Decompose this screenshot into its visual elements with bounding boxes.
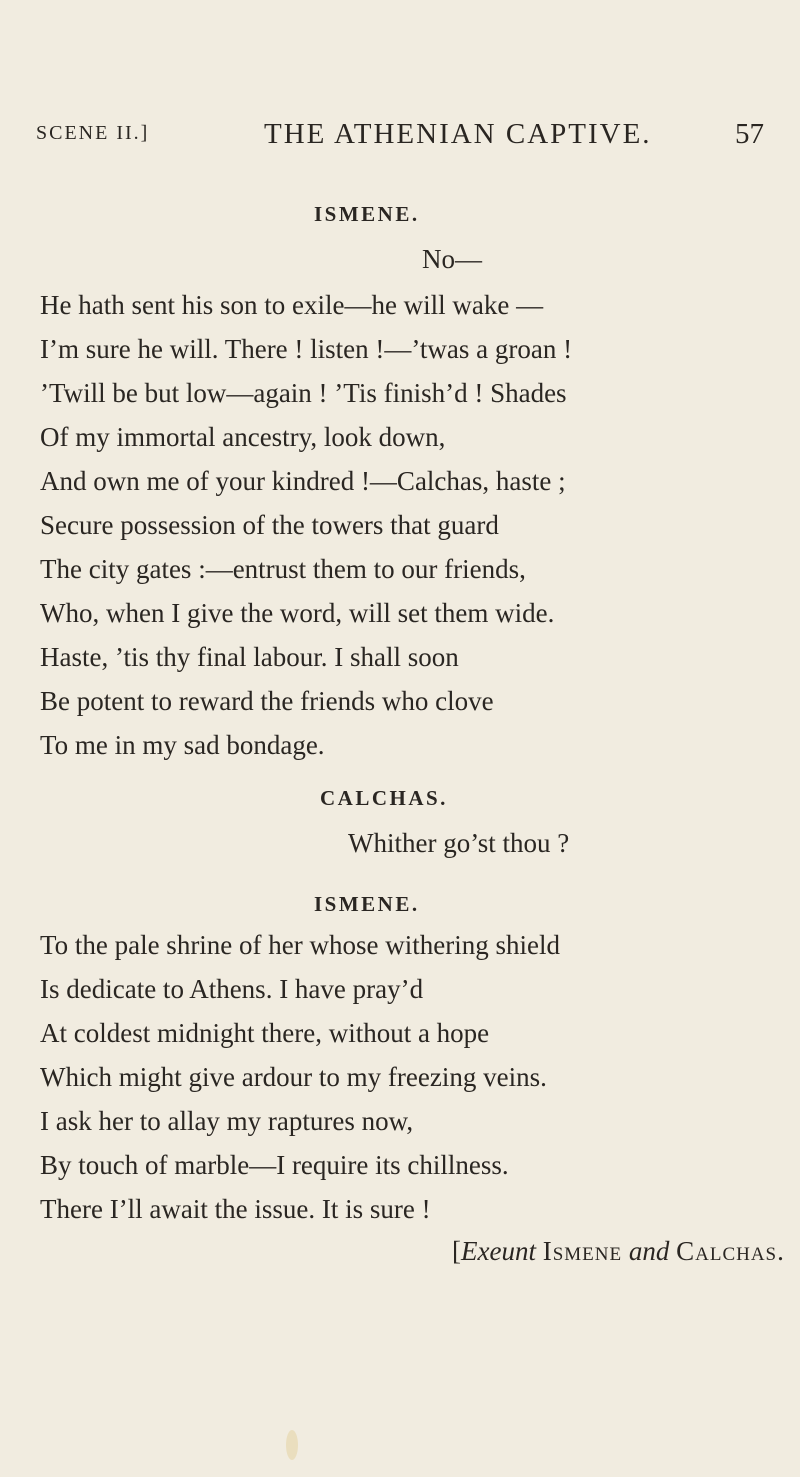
- verse-line: Is dedicate to Athens. I have pray’d: [40, 974, 424, 1004]
- speaker-calchas: CALCHAS.: [320, 786, 448, 810]
- stage-and: and: [628, 1236, 670, 1266]
- verse-line: Of my immortal ancestry, look down,: [40, 422, 446, 452]
- stage-name-ismene: Ismene: [542, 1236, 623, 1266]
- speaker-ismene: ISMENE.: [314, 202, 420, 226]
- verse-line: To me in my sad bondage.: [40, 730, 325, 760]
- verse-line: Secure possession of the towers that guard: [40, 510, 499, 540]
- verse-line: The city gates :—entrust them to our friends,: [40, 554, 526, 584]
- speaker-ismene: ISMENE.: [314, 892, 420, 916]
- verse-line: No—: [422, 244, 482, 274]
- verse-line: I’m sure he will. There ! listen !—’twas a groan !: [40, 334, 573, 364]
- verse-line: Haste, ’tis thy final labour. I shall soon: [40, 642, 459, 672]
- stage-bracket: [: [452, 1236, 461, 1266]
- verse-line: He hath sent his son to exile—he will wake —: [40, 290, 544, 320]
- page-number: 57: [735, 118, 764, 150]
- running-title: THE ATHENIAN CAPTIVE.: [264, 118, 652, 150]
- stage-direction: [452, 1236, 785, 1267]
- verse-line: Who, when I give the word, will set them wide.: [40, 598, 555, 628]
- verse-line: At coldest midnight there, without a hope: [40, 1018, 490, 1048]
- verse-line: To the pale shrine of her whose withering shield: [40, 930, 560, 960]
- verse-line: ’Twill be but low—again ! ’Tis finish’d ! Shades: [40, 378, 567, 408]
- verse-line: And own me of your kindred !—Calchas, haste ;: [40, 466, 566, 496]
- scene-marker: SCENE II.]: [36, 122, 150, 144]
- running-head: [36, 118, 764, 152]
- verse-line: Which might give ardour to my freezing veins.: [40, 1062, 547, 1092]
- paper-stain: [286, 1430, 298, 1460]
- stage-name-calchas: Calchas.: [676, 1236, 785, 1266]
- stage-exeunt: Exeunt: [461, 1236, 536, 1266]
- verse-line: There I’ll await the issue. It is sure !: [40, 1194, 431, 1224]
- verse-line: By touch of marble—I require its chillness.: [40, 1150, 509, 1180]
- verse-line: I ask her to allay my raptures now,: [40, 1106, 414, 1136]
- verse-line: Be potent to reward the friends who clove: [40, 686, 494, 716]
- verse-line: Whither go’st thou ?: [348, 828, 570, 858]
